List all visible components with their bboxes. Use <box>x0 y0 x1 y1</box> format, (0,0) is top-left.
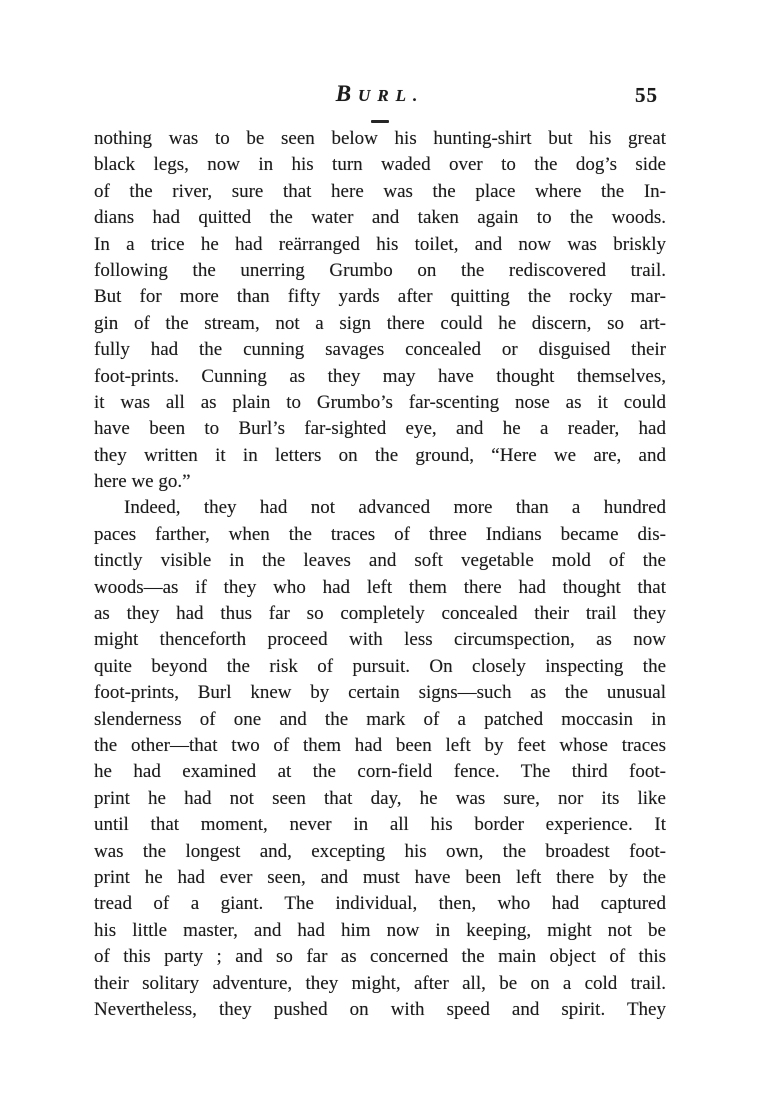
text-line: slenderness of one and the mark of a patched moccasin in <box>94 708 666 730</box>
text-line: nothing was to be seen below his hunting-shirt but his great <box>94 128 666 149</box>
text-line: Nevertheless, they pushed on with speed and spirit. They <box>94 998 666 1020</box>
text-line: until that moment, never in all his border experience. It <box>94 814 666 836</box>
paragraph <box>94 126 666 495</box>
body-text <box>94 126 666 1023</box>
text-line: In a trice he had reärranged his toilet, and now was briskly <box>94 233 666 255</box>
text-line: they written it in letters on the ground, “Here we are, and <box>94 444 666 466</box>
text-line: their solitary adventure, they might, after all, be on a cold trail. <box>94 972 666 994</box>
text-line: tread of a giant. The individual, then, who had captured <box>94 893 666 915</box>
header-rule <box>371 120 389 123</box>
page-header <box>94 82 666 116</box>
text-line: Indeed, they had not advanced more than a hundred <box>124 497 666 519</box>
text-line: of this party ; and so far as concerned the main object of this <box>94 946 666 968</box>
text-line: print he had ever seen, and must have been left there by the <box>94 866 666 888</box>
text-line: was the longest and, excepting his own, the broadest foot- <box>94 840 666 862</box>
page-number: 55 <box>635 83 658 107</box>
text-line: woods—as if they who had left them there had thought that <box>94 576 666 598</box>
text-line: it was all as plain to Grumbo’s far-scenting nose as it could <box>94 391 666 413</box>
running-title: BURL. <box>335 81 425 106</box>
text-line: foot-prints, Burl knew by certain signs—such as the unusual <box>94 682 666 704</box>
text-line: tinctly visible in the leaves and soft vegetable mold of the <box>94 550 666 572</box>
text-line: might thenceforth proceed with less circumspection, as now <box>94 629 666 651</box>
text-line: of the river, sure that here was the place where the In- <box>94 180 666 202</box>
text-line: print he had not seen that day, he was sure, nor its like <box>94 787 666 809</box>
text-line: his little master, and had him now in keeping, might not be <box>94 919 666 941</box>
text-line: he had examined at the corn-field fence. The third foot- <box>94 761 666 783</box>
text-line: foot-prints. Cunning as they may have thought themselves, <box>94 365 666 387</box>
text-line: black legs, now in his turn waded over to the dog’s side <box>94 154 666 176</box>
text-line: dians had quitted the water and taken again to the woods. <box>94 207 666 229</box>
text-line: fully had the cunning savages concealed or disguised their <box>94 339 666 361</box>
text-line: following the unerring Grumbo on the rediscovered trail. <box>94 259 666 281</box>
text-line: paces farther, when the traces of three Indians became dis- <box>94 523 666 545</box>
text-line: quite beyond the risk of pursuit. On closely inspecting the <box>94 655 666 677</box>
text-line: the other—that two of them had been left by feet whose traces <box>94 734 666 756</box>
text-line: have been to Burl’s far-sighted eye, and he a reader, had <box>94 418 666 440</box>
text-line: gin of the stream, not a sign there could he discern, so art- <box>94 312 666 334</box>
text-line: But for more than fifty yards after quitting the rocky mar- <box>94 286 666 308</box>
paragraph <box>94 495 666 1023</box>
text-line: as they had thus far so completely concealed their trail they <box>94 603 666 625</box>
text-line: here we go.” <box>94 471 191 493</box>
